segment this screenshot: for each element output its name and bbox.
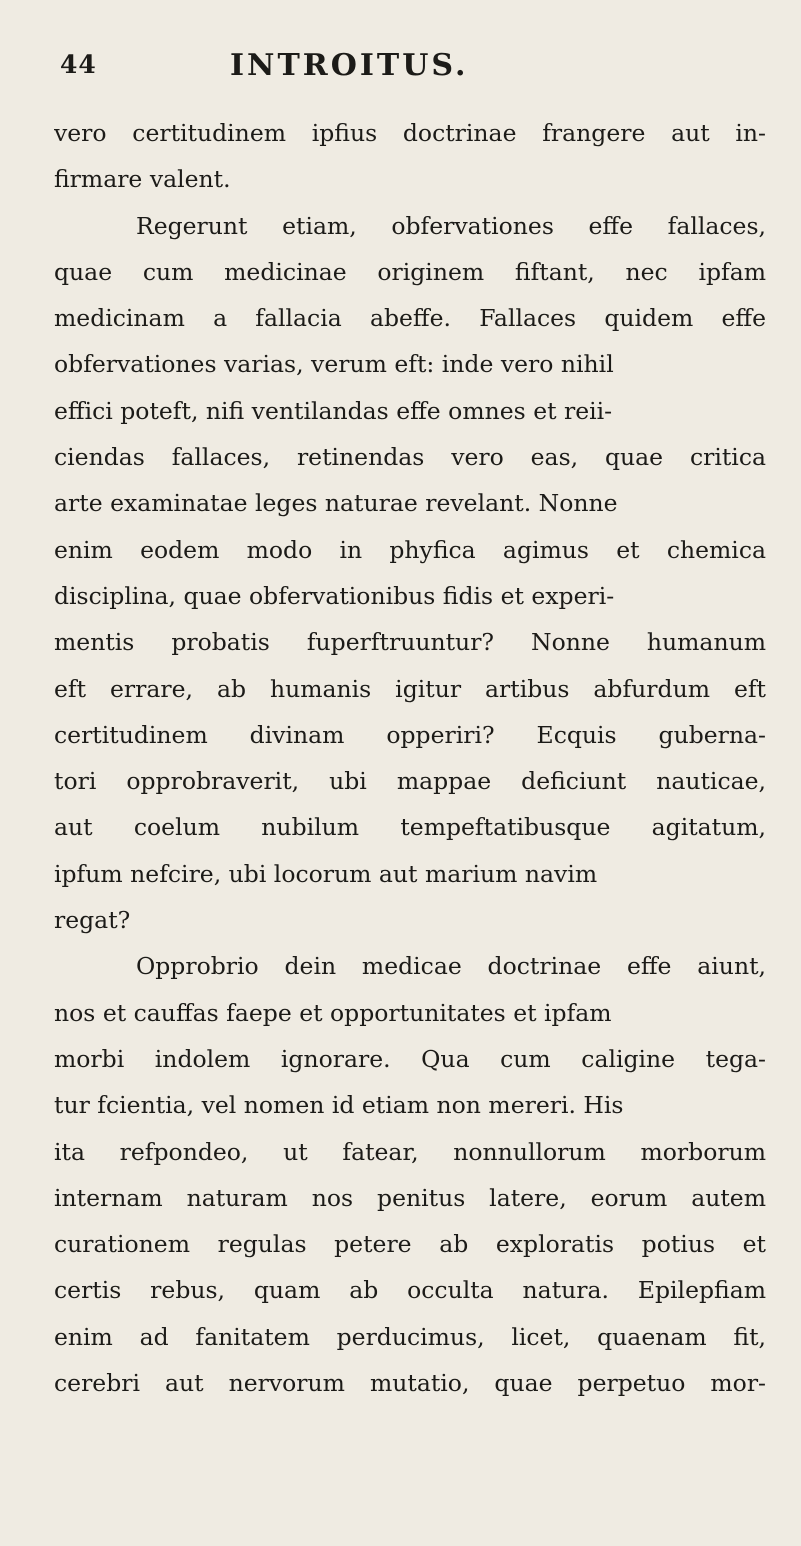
text-line: ciendas fallaces, retinendas vero eas, quae critica bbox=[54, 443, 766, 472]
text-line: arte examinatae leges naturae revelant. Nonne bbox=[54, 489, 618, 518]
text-line: aut coelum nubilum tempeftatibusque agitatum, bbox=[54, 813, 766, 842]
page-header bbox=[60, 50, 780, 90]
text-line: obfervationes varias, verum eft: inde vero nihil bbox=[54, 350, 614, 379]
text-line: regat? bbox=[54, 906, 131, 935]
text-line: effici poteft, nifi ventilandas effe omnes et reii- bbox=[54, 396, 613, 425]
text-line: enim eodem modo in phyfica agimus et chemica bbox=[54, 535, 766, 564]
text-line: nos et cauffas faepe et opportunitates et ipfam bbox=[54, 998, 612, 1027]
page-number: 44 bbox=[60, 50, 97, 79]
text-line: vero certitudinem ipfius doctrinae frangere aut in- bbox=[54, 119, 766, 147]
text-line: tur fcientia, vel nomen id etiam non mereri. His bbox=[54, 1091, 624, 1120]
body-text bbox=[54, 110, 766, 1406]
text-line: mentis probatis fuperftruuntur? Nonne humanum bbox=[54, 628, 766, 657]
text-line: morbi indolem ignorare. Qua cum caligine tega- bbox=[54, 1044, 766, 1073]
text-line: cerebri aut nervorum mutatio, quae perpetuo mor- bbox=[54, 1369, 766, 1398]
text-line: ita refpondeo, ut fatear, nonnullorum morborum bbox=[54, 1137, 766, 1166]
text-line: quae cum medicinae originem fiftant, nec ipfam bbox=[54, 257, 766, 286]
text-line: enim ad fanitatem perducimus, licet, quaenam fit, bbox=[54, 1322, 766, 1351]
text-line: firmare valent. bbox=[54, 165, 231, 194]
paragraph-start-line: Regerunt etiam, obfervationes effe fallaces, bbox=[136, 211, 766, 240]
text-line: certitudinem divinam opperiri? Ecquis guberna- bbox=[54, 720, 766, 749]
text-line: ipfum nefcire, ubi locorum aut marium navim bbox=[54, 859, 598, 888]
paragraph-start-line: Opprobrio dein medicae doctrinae effe aiunt, bbox=[136, 952, 766, 981]
text-line: internam naturam nos penitus latere, eorum autem bbox=[54, 1183, 766, 1212]
text-line: curationem regulas petere ab exploratis potius et bbox=[54, 1230, 766, 1259]
text-line: eft errare, ab humanis igitur artibus abfurdum eft bbox=[54, 674, 766, 703]
text-line: certis rebus, quam ab occulta natura. Epilepfiam bbox=[54, 1276, 766, 1305]
text-line: medicinam a fallacia abeffe. Fallaces quidem effe bbox=[54, 304, 766, 333]
text-line: disciplina, quae obfervationibus fidis et experi- bbox=[54, 581, 615, 610]
text-line: tori opprobraverit, ubi mappae deficiunt nauticae, bbox=[54, 767, 766, 796]
running-head: INTROITUS. bbox=[230, 48, 469, 83]
